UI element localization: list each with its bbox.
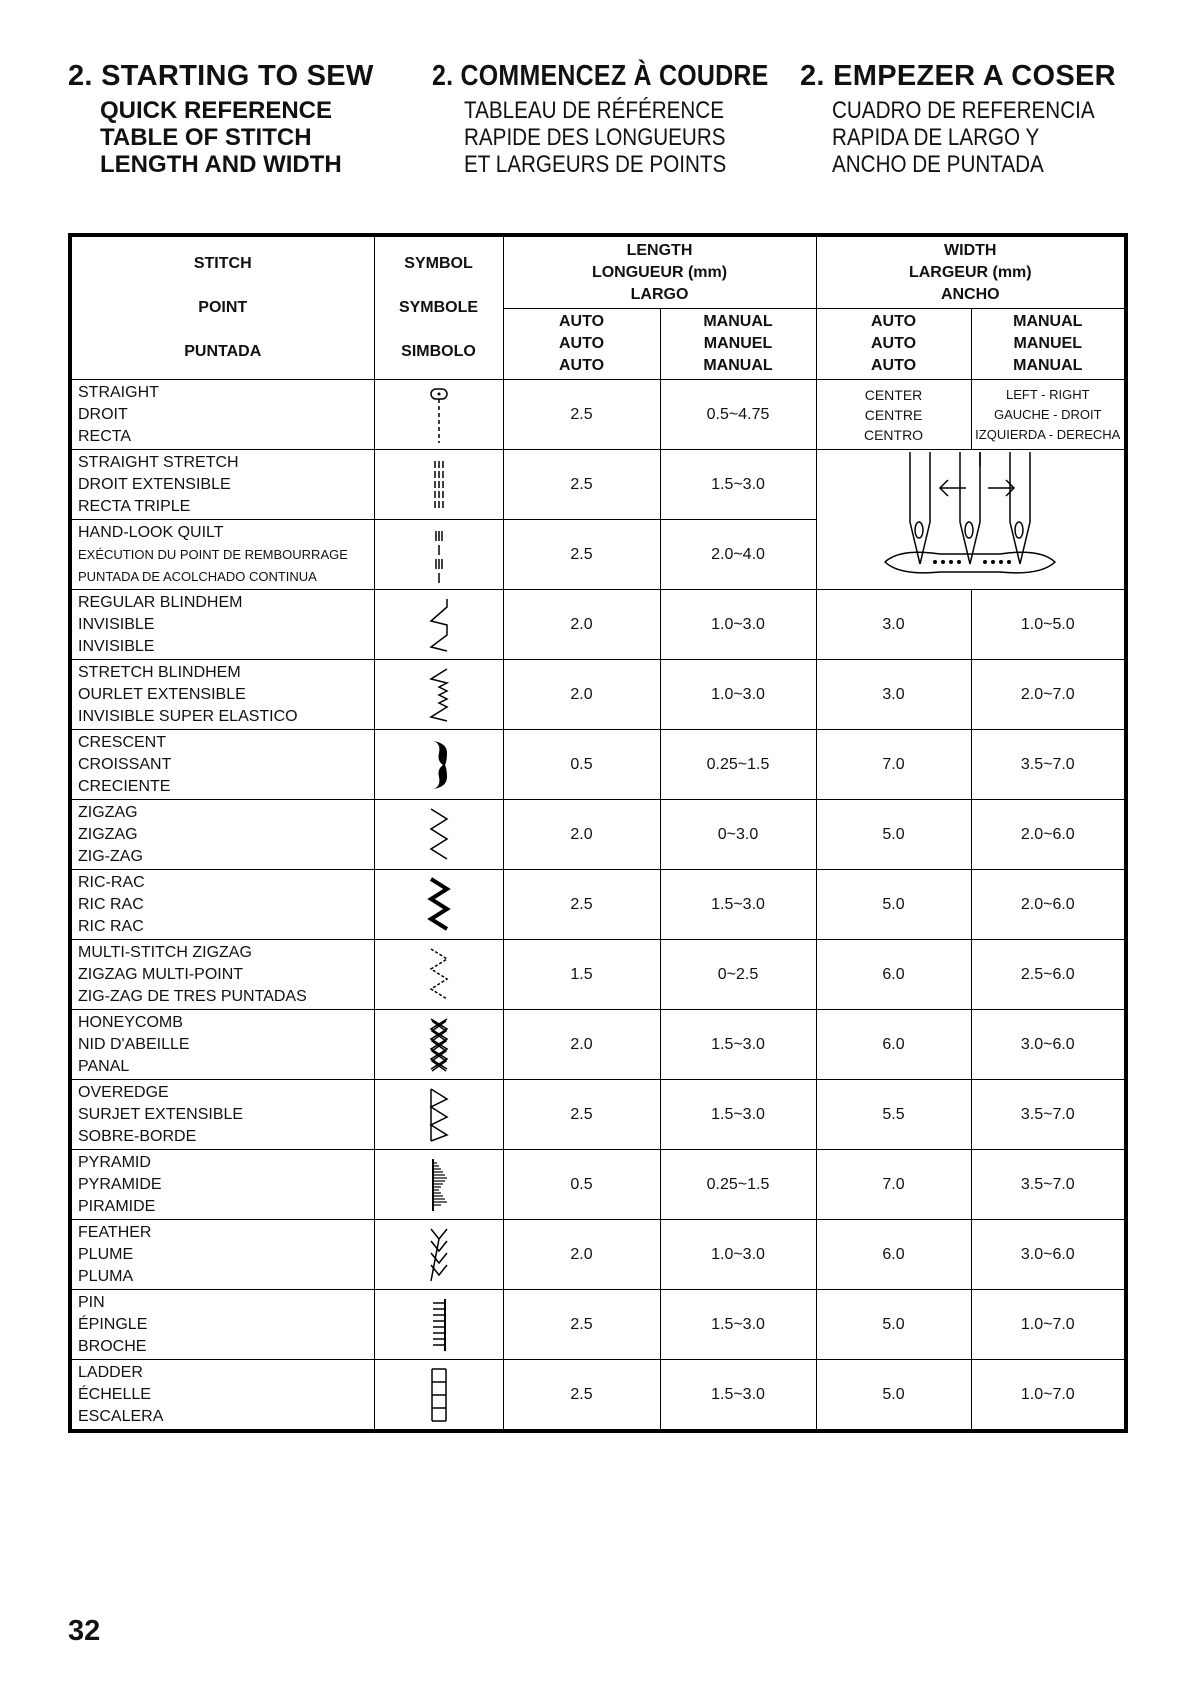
feather-stitch-icon (374, 1220, 503, 1290)
width-manual: 1.0~5.0 (971, 590, 1126, 660)
length-auto: 2.0 (503, 590, 660, 660)
length-auto: 2.0 (503, 1010, 660, 1080)
length-manual: 1.5~3.0 (660, 870, 816, 940)
zigzag-stitch-icon (374, 800, 503, 870)
table-row (70, 380, 1126, 450)
width-manual: 3.5~7.0 (971, 730, 1126, 800)
length-auto: 2.5 (503, 380, 660, 450)
table-row (70, 730, 1126, 800)
length-manual: 1.0~3.0 (660, 590, 816, 660)
header-symbol: SYMBOL SYMBOLE SIMBOLO (374, 235, 503, 380)
width-manual: 2.0~6.0 (971, 870, 1126, 940)
ricrac-stitch-icon (374, 870, 503, 940)
length-manual: 0~3.0 (660, 800, 816, 870)
length-auto: 2.5 (503, 450, 660, 520)
width-auto: 6.0 (816, 1010, 971, 1080)
section-title-es: 2. EMPEZER A COSER (800, 60, 1116, 92)
table-row (70, 1360, 1126, 1432)
subtitle-en: QUICK REFERENCE TABLE OF STITCH LENGTH AND WIDTH (100, 97, 342, 178)
length-auto: 2.0 (503, 800, 660, 870)
crescent-stitch-icon (374, 730, 503, 800)
multi-zigzag-stitch-icon (374, 940, 503, 1010)
width-manual: 2.5~6.0 (971, 940, 1126, 1010)
length-auto: 2.5 (503, 520, 660, 590)
length-auto: 0.5 (503, 1150, 660, 1220)
length-manual: 1.5~3.0 (660, 1360, 816, 1432)
width-auto: 5.0 (816, 1290, 971, 1360)
stitch-name: ZIGZAG ZIGZAG ZIG-ZAG (70, 800, 374, 870)
header-width-auto: AUTO AUTO AUTO (816, 309, 971, 380)
table-row (70, 1290, 1126, 1360)
heading-english (68, 60, 374, 178)
header-width: WIDTH LARGEUR (mm) ANCHO (816, 235, 1126, 309)
stitch-reference-table (68, 233, 1128, 1433)
pin-stitch-icon (374, 1290, 503, 1360)
width-manual: 3.5~7.0 (971, 1150, 1126, 1220)
length-auto: 2.5 (503, 1080, 660, 1150)
length-manual: 1.0~3.0 (660, 660, 816, 730)
stitch-name: LADDER ÉCHELLE ESCALERA (70, 1360, 374, 1432)
table-row (70, 660, 1126, 730)
length-auto: 2.5 (503, 1360, 660, 1432)
length-auto: 2.0 (503, 660, 660, 730)
stitch-name: STRAIGHT STRETCH DROIT EXTENSIBLE RECTA TRIPLE (70, 450, 374, 520)
table-row (70, 1080, 1126, 1150)
stitch-name: HONEYCOMB NID D'ABEILLE PANAL (70, 1010, 374, 1080)
length-auto: 1.5 (503, 940, 660, 1010)
width-auto: 5.0 (816, 1360, 971, 1432)
width-auto: 6.0 (816, 1220, 971, 1290)
width-manual-left-right: LEFT - RIGHT GAUCHE - DROIT IZQUIERDA - DERECHA (971, 380, 1126, 450)
width-auto: 3.0 (816, 590, 971, 660)
stitch-name: STRAIGHT DROIT RECTA (70, 380, 374, 450)
width-manual: 3.5~7.0 (971, 1080, 1126, 1150)
width-manual: 2.0~7.0 (971, 660, 1126, 730)
length-manual: 1.5~3.0 (660, 1080, 816, 1150)
table-row (70, 940, 1126, 1010)
heading-french (432, 60, 823, 178)
header-length-auto: AUTO AUTO AUTO (503, 309, 660, 380)
stitch-name: FEATHER PLUME PLUMA (70, 1220, 374, 1290)
table-row (70, 590, 1126, 660)
length-auto: 0.5 (503, 730, 660, 800)
section-title-fr: 2. COMMENCEZ À COUDRE (432, 60, 769, 92)
pyramid-stitch-icon (374, 1150, 503, 1220)
length-manual: 1.5~3.0 (660, 450, 816, 520)
length-manual: 1.0~3.0 (660, 1220, 816, 1290)
heading-spanish (800, 60, 1137, 178)
quilt-stitch-icon (374, 520, 503, 590)
stitch-name: MULTI-STITCH ZIGZAG ZIGZAG MULTI-POINT ZIG-ZAG DE TRES PUNTADAS (70, 940, 374, 1010)
stitch-name: STRETCH BLINDHEM OURLET EXTENSIBLE INVISIBLE SUPER ELASTICO (70, 660, 374, 730)
header-length: LENGTH LONGUEUR (mm) LARGO (503, 235, 816, 309)
length-manual: 0.25~1.5 (660, 730, 816, 800)
table-row (70, 1220, 1126, 1290)
stitch-name: RIC-RAC RIC RAC RIC RAC (70, 870, 374, 940)
subtitle-fr: TABLEAU DE RÉFÉRENCE RAPIDE DES LONGUEURS ET LARGEURS DE POINTS (464, 97, 727, 178)
width-auto: 7.0 (816, 1150, 971, 1220)
length-auto: 2.0 (503, 1220, 660, 1290)
width-auto: 5.5 (816, 1080, 971, 1150)
blindhem-stitch-icon (374, 590, 503, 660)
length-auto: 2.5 (503, 1290, 660, 1360)
page-number: 32 (68, 1615, 101, 1647)
length-auto: 2.5 (503, 870, 660, 940)
stitch-name: HAND-LOOK QUILT EXÉCUTION DU POINT DE REMBOURRAGE PUNTADA DE ACOLCHADO CONTINUA (70, 520, 374, 590)
stitch-name: PYRAMID PYRAMIDE PIRAMIDE (70, 1150, 374, 1220)
header-width-manual: MANUAL MANUEL MANUAL (971, 309, 1126, 380)
stitch-name: CRESCENT CROISSANT CRECIENTE (70, 730, 374, 800)
table-row (70, 450, 1126, 520)
needle-position-diagram (816, 450, 1126, 590)
length-manual: 2.0~4.0 (660, 520, 816, 590)
width-auto-center: CENTER CENTRE CENTRO (816, 380, 971, 450)
ladder-stitch-icon (374, 1360, 503, 1432)
straight-stitch-icon (374, 380, 503, 450)
length-manual: 0~2.5 (660, 940, 816, 1010)
width-auto: 5.0 (816, 870, 971, 940)
length-manual: 0.25~1.5 (660, 1150, 816, 1220)
width-manual: 3.0~6.0 (971, 1010, 1126, 1080)
table-row (70, 1010, 1126, 1080)
width-auto: 6.0 (816, 940, 971, 1010)
width-manual: 1.0~7.0 (971, 1360, 1126, 1432)
length-manual: 0.5~4.75 (660, 380, 816, 450)
overedge-stitch-icon (374, 1080, 503, 1150)
stitch-name: PIN ÉPINGLE BROCHE (70, 1290, 374, 1360)
table-row (70, 800, 1126, 870)
section-title-en: 2. STARTING TO SEW (68, 60, 374, 92)
length-manual: 1.5~3.0 (660, 1290, 816, 1360)
subtitle-es: CUADRO DE REFERENCIA RAPIDA DE LARGO Y ANCHO DE PUNTADA (832, 97, 1095, 178)
stitch-name: REGULAR BLINDHEM INVISIBLE INVISIBLE (70, 590, 374, 660)
width-manual: 3.0~6.0 (971, 1220, 1126, 1290)
header-length-manual: MANUAL MANUEL MANUAL (660, 309, 816, 380)
length-manual: 1.5~3.0 (660, 1010, 816, 1080)
width-manual: 1.0~7.0 (971, 1290, 1126, 1360)
width-manual: 2.0~6.0 (971, 800, 1126, 870)
table-row (70, 1150, 1126, 1220)
table-row (70, 870, 1126, 940)
width-auto: 3.0 (816, 660, 971, 730)
triple-straight-stitch-icon (374, 450, 503, 520)
stitch-name: OVEREDGE SURJET EXTENSIBLE SOBRE-BORDE (70, 1080, 374, 1150)
header-stitch: STITCH POINT PUNTADA (70, 235, 374, 380)
honeycomb-stitch-icon (374, 1010, 503, 1080)
stretch-blindhem-stitch-icon (374, 660, 503, 730)
needle-positions-icon (840, 452, 1100, 582)
width-auto: 7.0 (816, 730, 971, 800)
width-auto: 5.0 (816, 800, 971, 870)
